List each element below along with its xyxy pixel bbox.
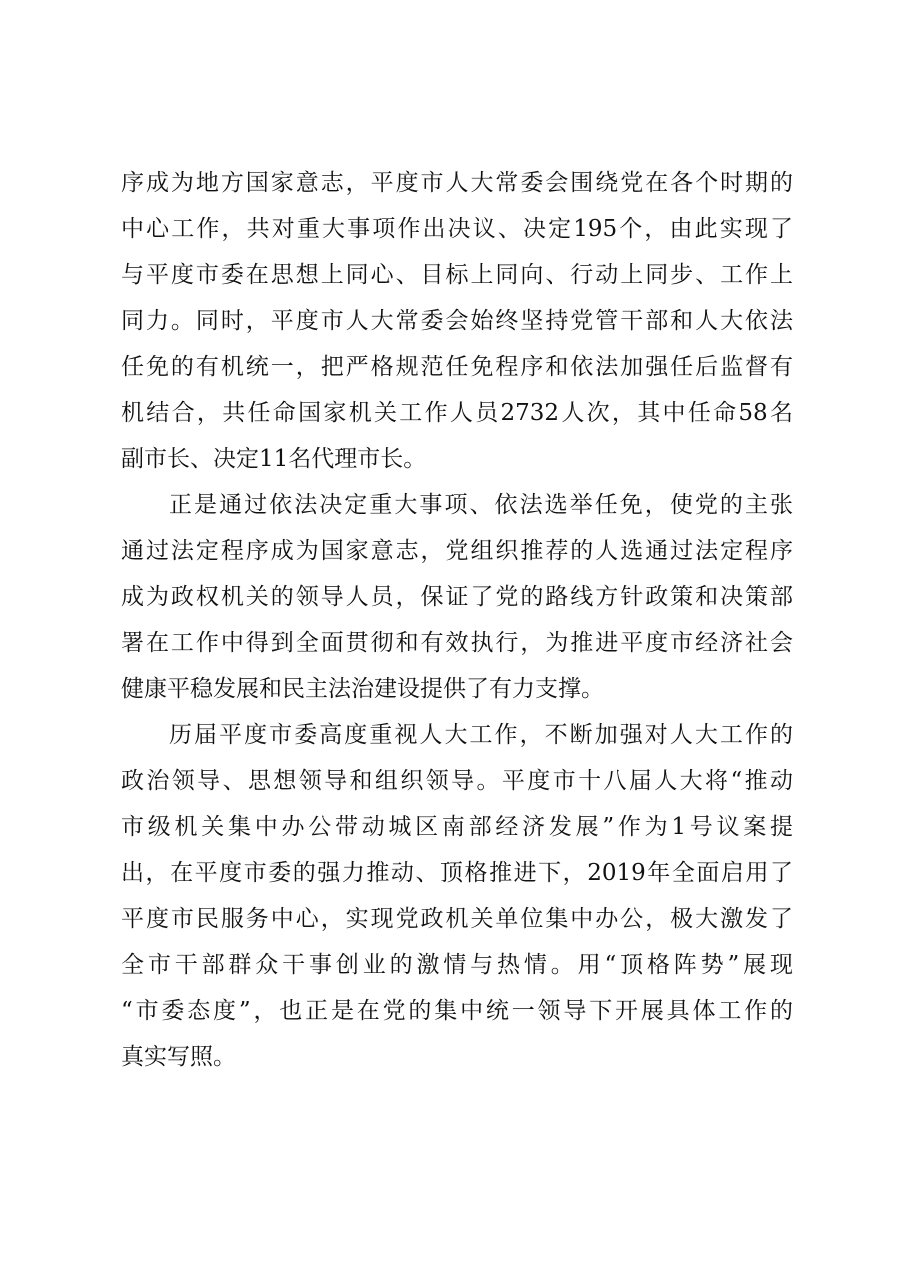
text-line: 机结合，共任命国家机关工作人员2732人次，其中任命58名 bbox=[121, 400, 793, 426]
text-line: 署在工作中得到全面贯彻和有效执行，为推进平度市经济社会 bbox=[121, 630, 793, 656]
text-line: 平度市民服务中心，实现党政机关单位集中办公，极大激发了 bbox=[121, 906, 793, 932]
text-line: 同力。同时，平度市人大常委会始终坚持党管干部和人大依法 bbox=[121, 308, 793, 334]
paragraph-1 bbox=[121, 160, 793, 482]
text-line: 市级机关集中办公带动城区南部经济发展”作为1号议案提 bbox=[121, 814, 793, 840]
text-line: 历届平度市委高度重视人大工作，不断加强对人大工作的 bbox=[169, 722, 793, 748]
text-line: “市委态度”，也正是在党的集中统一领导下开展具体工作的 bbox=[121, 998, 793, 1024]
text-line: 通过法定程序成为国家意志，党组织推荐的人选通过法定程序 bbox=[121, 538, 793, 564]
text-line: 任免的有机统一，把严格规范任免程序和依法加强任后监督有 bbox=[121, 354, 793, 380]
text-line: 全市干部群众干事创业的激情与热情。用“顶格阵势”展现 bbox=[121, 952, 793, 978]
text-line: 健康平稳发展和民主法治建设提供了有力支撑。 bbox=[121, 676, 604, 702]
document-body bbox=[121, 160, 793, 1080]
text-line: 中心工作，共对重大事项作出决议、决定195个，由此实现了 bbox=[121, 216, 793, 242]
text-line: 政治领导、思想领导和组织领导。平度市十八届人大将“推动 bbox=[121, 768, 793, 794]
paragraph-2 bbox=[121, 482, 793, 712]
text-line: 序成为地方国家意志，平度市人大常委会围绕党在各个时期的 bbox=[121, 170, 793, 196]
text-line: 副市长、决定11名代理市长。 bbox=[121, 446, 427, 472]
text-line: 正是通过依法决定重大事项、依法选举任免，使党的主张 bbox=[169, 492, 793, 518]
text-line: 真实写照。 bbox=[121, 1044, 236, 1070]
text-line: 成为政权机关的领导人员，保证了党的路线方针政策和决策部 bbox=[121, 584, 793, 610]
text-line: 出，在平度市委的强力推动、顶格推进下，2019年全面启用了 bbox=[121, 860, 793, 886]
paragraph-3 bbox=[121, 712, 793, 1080]
text-line: 与平度市委在思想上同心、目标上同向、行动上同步、工作上 bbox=[121, 262, 793, 288]
